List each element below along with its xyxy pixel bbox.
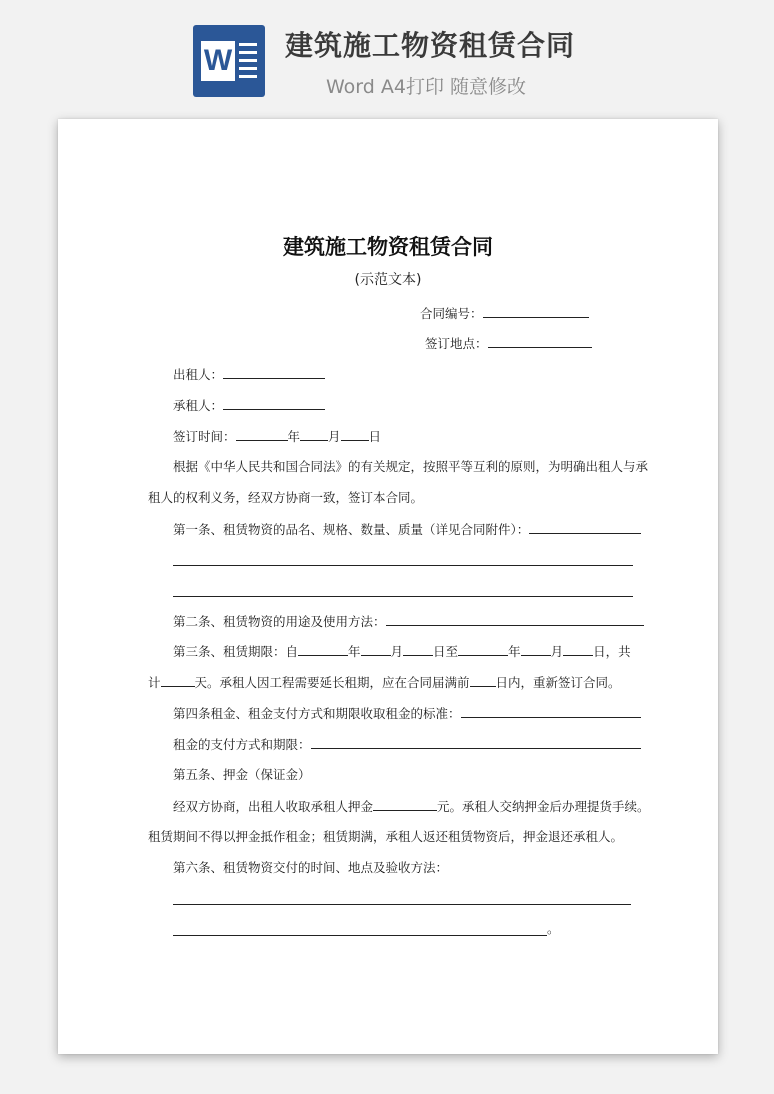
sign-place-row xyxy=(425,335,592,352)
lease-start-year-field[interactable] xyxy=(298,643,348,656)
article-1-blank-line[interactable] xyxy=(173,565,633,566)
lessor-row xyxy=(173,366,325,383)
document-title: 建筑施工物资租赁合同 xyxy=(283,235,493,259)
article-1-blank-line[interactable] xyxy=(173,596,633,597)
word-icon xyxy=(193,25,265,97)
article-1-label: 第一条、租赁物资的品名、规格、数量、质量（详见合同附件）： xyxy=(173,522,530,537)
article-4-label: 第四条租金、租金支付方式和期限收取租金的标准： xyxy=(173,706,461,721)
article-3-line-2: 计 天。承租人因工程需要延长租期，应在合同届满前 日内，重新签订合同。 xyxy=(148,675,621,690)
end-mark: 。 xyxy=(547,921,560,936)
deposit-amount-field[interactable] xyxy=(373,798,437,811)
article-6-blank-line[interactable] xyxy=(173,904,631,905)
lease-start-day-field[interactable] xyxy=(403,643,433,656)
preview-header xyxy=(0,0,774,110)
header-title: 建筑施工物资租赁合同 xyxy=(285,29,576,62)
contract-number-field[interactable] xyxy=(483,305,589,318)
article-5-line-2: 租赁期间不得以押金抵作租金；租赁期满，承租人返还租赁物资后，押金退还承租人。 xyxy=(148,829,624,844)
lessee-label: 承租人： xyxy=(173,398,224,413)
article-4-row xyxy=(173,705,641,722)
intro-line-1: 根据《中华人民共和国合同法》的有关规定，按照平等互利的原则，为明确出租人与承 xyxy=(173,459,649,474)
article-5-line-1: 经双方协商，出租人收取承租人押金 元。承租人交纳押金后办理提货手续。 xyxy=(173,799,650,814)
rent-payment-field[interactable] xyxy=(311,736,641,749)
lease-end-month-field[interactable] xyxy=(521,643,551,656)
lease-end-year-field[interactable] xyxy=(458,643,508,656)
contract-number-label: 合同编号： xyxy=(420,306,483,321)
watermark xyxy=(90,499,114,528)
lease-end-day-field[interactable] xyxy=(563,643,593,656)
lessor-label: 出租人： xyxy=(173,367,224,382)
article-1-row xyxy=(173,521,641,538)
lessee-row xyxy=(173,397,325,414)
contract-number-row xyxy=(420,305,589,322)
renewal-days-field[interactable] xyxy=(470,674,496,687)
lessee-field[interactable] xyxy=(223,397,325,410)
rent-standard-field[interactable] xyxy=(461,705,641,718)
article-5-heading: 第五条、押金（保证金） xyxy=(173,767,311,782)
article-1-field[interactable] xyxy=(529,521,641,534)
article-2-label: 第二条、租赁物资的用途及使用方法： xyxy=(173,614,386,629)
article-2-field[interactable] xyxy=(386,613,644,626)
article-6-row: 第六条、租赁物资交付的时间、地点及验收方法： xyxy=(173,860,449,875)
header-subtitle: Word A4打印 随意修改 xyxy=(326,76,527,98)
article-3-row: 第三条、租赁期限：自 年 月 日至 年 月 日，共 xyxy=(173,644,631,659)
sign-day-field[interactable] xyxy=(341,428,369,441)
rent-payment-label: 租金的支付方式和期限： xyxy=(173,737,311,752)
document-page xyxy=(58,119,718,1054)
document-subtitle: (示范文本) xyxy=(354,272,422,288)
article-2-row xyxy=(173,613,644,630)
sign-place-label: 签订地点： xyxy=(425,336,488,351)
word-letter: W xyxy=(201,41,235,81)
lessor-field[interactable] xyxy=(223,366,325,379)
sign-time-label: 签订时间： xyxy=(173,429,236,444)
article-6-blank-line[interactable] xyxy=(173,935,547,936)
sign-place-field[interactable] xyxy=(488,335,592,348)
sign-year-field[interactable] xyxy=(236,428,288,441)
sign-month-field[interactable] xyxy=(300,428,328,441)
intro-line-2: 租人的权利义务，经双方协商一致，签订本合同。 xyxy=(148,490,424,505)
lease-total-days-field[interactable] xyxy=(161,674,195,687)
sign-time-row: 签订时间： 年 月 日 xyxy=(173,429,382,444)
rent-payment-row xyxy=(173,736,641,753)
lease-start-month-field[interactable] xyxy=(361,643,391,656)
